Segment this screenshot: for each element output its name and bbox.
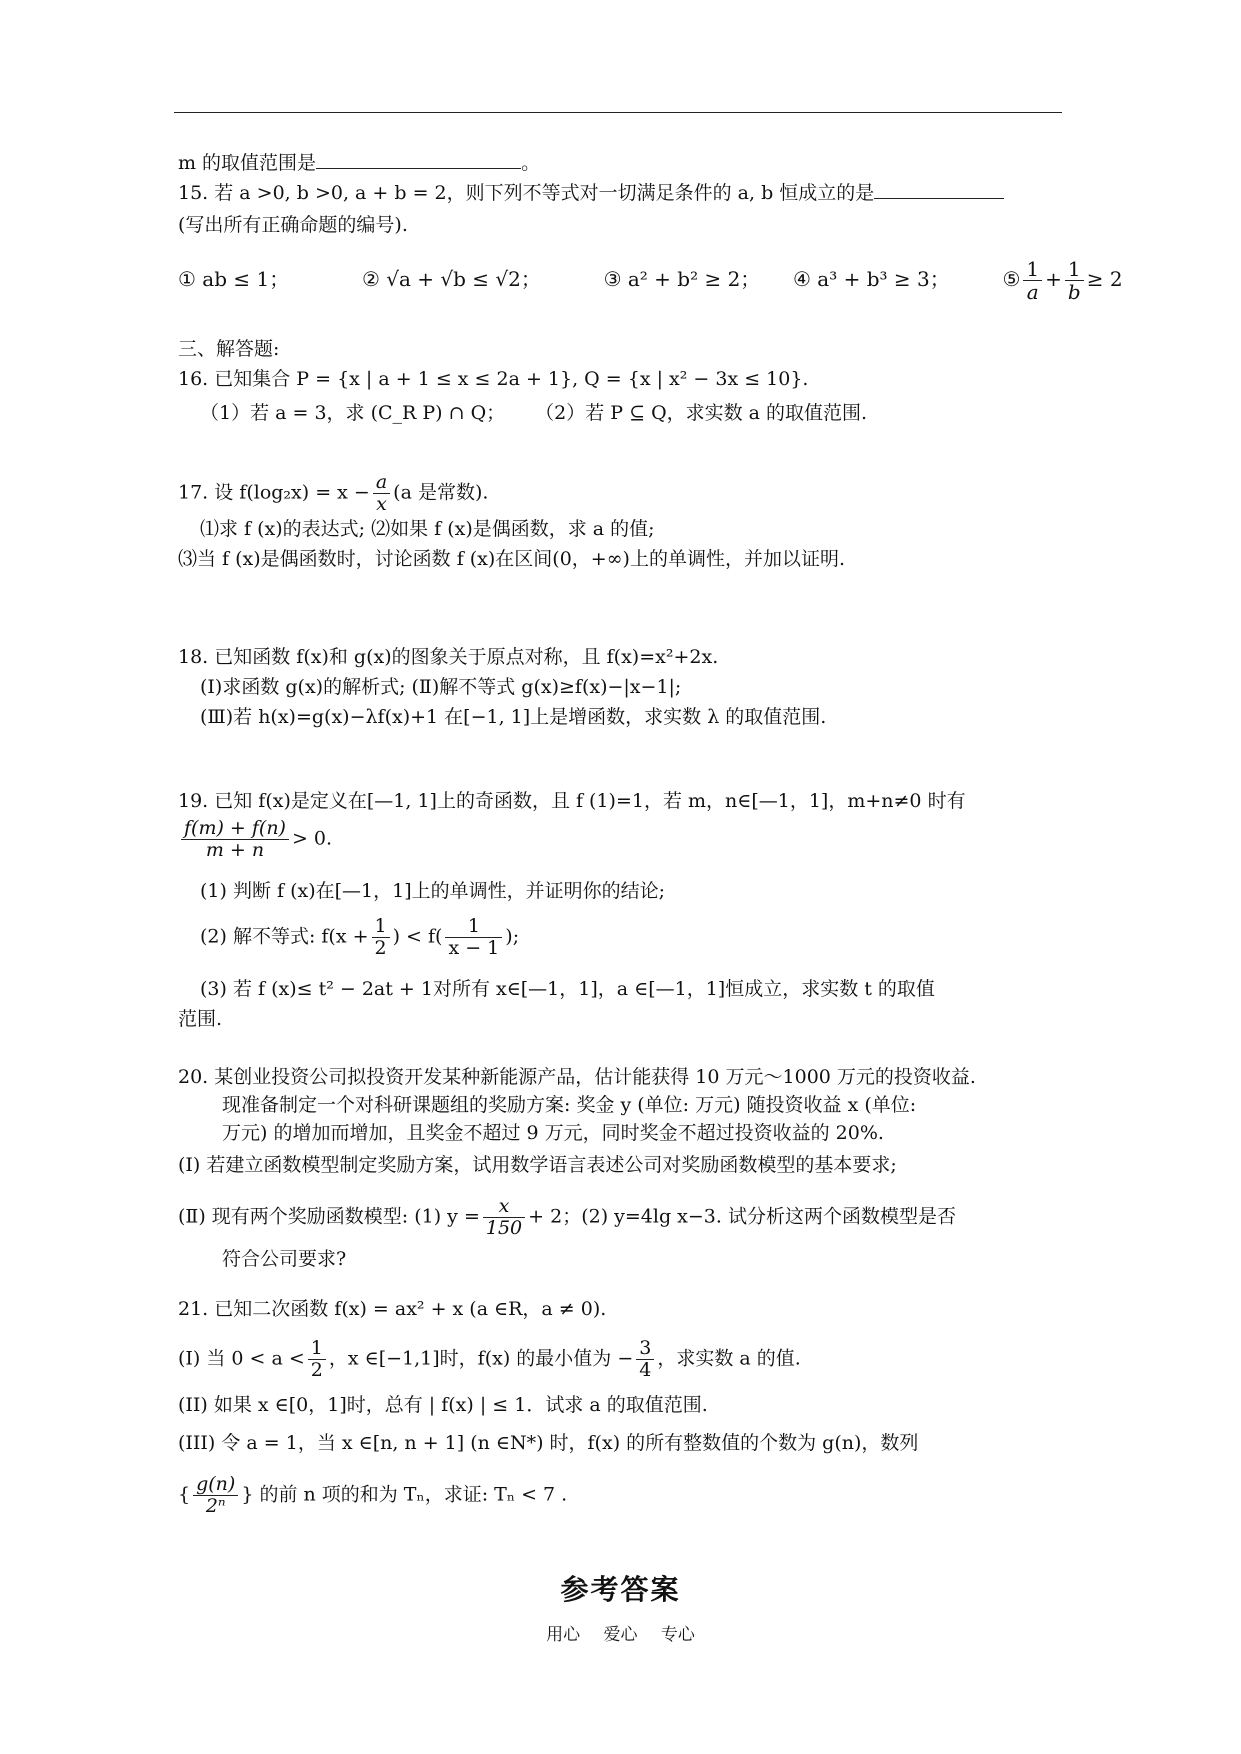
q20-line-1: 20. 某创业投资公司拟投资开发某种新能源产品，估计能获得 10 万元～1000 万元的投资收益. <box>178 1066 976 1088</box>
q20-part-1: (Ⅰ) 若建立函数模型制定奖励方案，试用数学语言表述公司对奖励函数模型的基本要求; <box>178 1154 897 1176</box>
q15-stem: 15. 若 a >0, b >0, a + b = 2，则下列不等式对一切满足条件的 a, b 恒成立的是 <box>178 180 1004 206</box>
q20-part-2-cont: 符合公司要求? <box>222 1248 347 1270</box>
q17-part-3: ⑶当 f (x)是偶函数时，讨论函数 f (x)在区间(0，+∞)上的单调性，并加以证明. <box>178 548 846 570</box>
q18-parts-1-2: (Ⅰ)求函数 g(x)的解析式; (Ⅱ)解不等式 g(x)≥f(x)−|x−1|; <box>200 676 682 698</box>
q19-condition: $\frac{f(m) + f(n)}{m + n}$ > 0. <box>178 818 332 861</box>
q21-part-2: (II) 如果 x ∈[0，1]时，总有 | f(x) | ≤ 1．试求 a 的取值范围. <box>178 1394 708 1416</box>
q15-option-1: ① ab ≤ 1； <box>178 267 290 291</box>
q14-tail: m 的取值范围是 。 <box>178 152 541 174</box>
q21-part-3: (III) 令 a = 1，当 x ∈[n, n + 1] (n ∈N*) 时，f(x) 的所有整数值的个数为 g(n)，数列 <box>178 1432 919 1454</box>
q15-option-2: ② √a + √b ≤ √2； <box>361 267 541 291</box>
q15-note: (写出所有正确命题的编号). <box>178 214 408 236</box>
q21-stem: 21. 已知二次函数 f(x) = ax² + x (a ∈R，a ≠ 0). <box>178 1298 607 1320</box>
q21-part-1: (Ⅰ) 当 0 < a < $\frac{1}{2}$ ，x ∈[−1,1]时，f(x) 的最小值为 − $\frac{3}{4}$ ，求实数 a 的值. <box>178 1337 801 1381</box>
q19-stem: 19. 已知 f(x)是定义在[—1, 1]上的奇函数，且 f (1)=1，若 m，n∈[—1，1]，m+n≠0 时有 <box>178 790 966 812</box>
q20-part-2: (Ⅱ) 现有两个奖励函数模型: (1) y = $\frac{x}{150}$ + 2；(2) y=4lg x−3. 试分析这两个函数模型是否 <box>178 1195 956 1239</box>
q21-part-3-cont: { $\frac{g(n)}{\text{2ⁿ}}$ } 的前 n 项的和为 Tₙ，求证: Tₙ < 7 . <box>178 1473 568 1517</box>
q17-parts-1-2: ⑴求 f (x)的表达式; ⑵如果 f (x)是偶函数，求 a 的值; <box>200 518 655 540</box>
q15-option-5: ⑤ $\frac{1}{a}$ + $\frac{1}{b}$ ≥ 2 <box>1002 257 1123 304</box>
q18-part-3: (Ⅲ)若 h(x)=g(x)−λf(x)+1 在[−1, 1]上是增函数，求实数 λ 的取值范围. <box>200 706 827 728</box>
answer-blank <box>316 150 521 169</box>
q15-option-3: ③ a² + b² ≥ 2； <box>603 267 761 291</box>
q20-line-3: 万元) 的增加而增加，且奖金不超过 9 万元，同时奖金不超过投资收益的 20%. <box>222 1122 884 1144</box>
q15-options <box>178 258 1123 303</box>
section-heading: 三、解答题: <box>178 338 280 360</box>
q16-stem: 16. 已知集合 P = {x | a + 1 ≤ x ≤ 2a + 1}, Q = {x | x² − 3x ≤ 10}. <box>178 368 809 390</box>
q19-part-2: (2) 解不等式: f(x + $\frac{1}{2}$ ) < f( $\frac{1}{x - 1}$ ); <box>200 915 520 959</box>
q19-part-1: (1) 判断 f (x)在[—1，1]上的单调性，并证明你的结论; <box>200 880 666 902</box>
q17-stem: 17. 设 f(log₂x) = x − $\frac{a}{x}$ (a 是常数). <box>178 471 489 515</box>
page-footer: 用心 爱心 专心 <box>546 1625 695 1645</box>
q19-part-3: (3) 若 f (x)≤ t² − 2at + 1对所有 x∈[—1，1]，a ∈[—1，1]恒成立，求实数 t 的取值 <box>200 978 935 1000</box>
header-rule <box>174 112 1062 113</box>
q15-option-4: ④ a³ + b³ ≥ 3； <box>793 267 950 291</box>
answer-blank <box>874 180 1004 199</box>
q18-stem: 18. 已知函数 f(x)和 g(x)的图象关于原点对称，且 f(x)=x²+2x. <box>178 646 719 668</box>
answers-title: 参考答案 <box>560 1573 681 1606</box>
q19-part-3-cont: 范围. <box>178 1008 223 1030</box>
q20-line-2: 现准备制定一个对科研课题组的奖励方案: 奖金 y (单位: 万元) 随投资收益 x (单位: <box>222 1094 917 1116</box>
q16-parts: （1）若 a = 3，求 (C_R P) ∩ Q； （2）若 P ⊆ Q，求实数 a 的取值范围. <box>200 402 868 424</box>
